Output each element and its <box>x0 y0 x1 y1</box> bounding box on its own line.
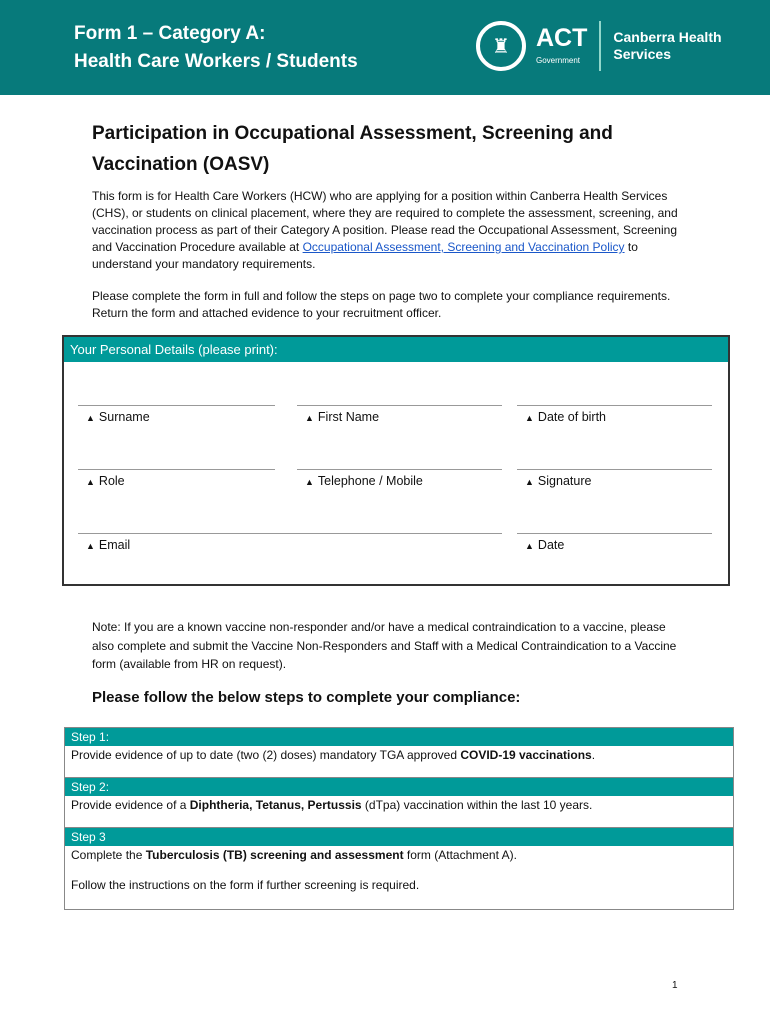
caret-up-icon: ▲ <box>86 477 95 487</box>
intro-text-after: to understand your mandatory requirements. <box>92 240 638 271</box>
caret-up-icon: ▲ <box>525 541 534 551</box>
step-3-label: Step 3 <box>65 828 733 846</box>
step-text: Provide evidence of up to date (two (2) doses) mandatory TGA approved <box>71 748 461 762</box>
page-number: 1 <box>672 980 678 991</box>
form-title-line2: Health Care Workers / Students <box>74 51 358 72</box>
role-field[interactable] <box>78 469 275 488</box>
form-title-line1: Form 1 – Category A: <box>74 23 266 44</box>
step-text: Complete the <box>71 848 146 862</box>
caret-up-icon: ▲ <box>86 413 95 423</box>
field-label: Role <box>98 474 125 488</box>
first-name-field[interactable] <box>297 405 502 424</box>
act-government-logo <box>476 21 722 71</box>
step-3-text <box>65 846 733 909</box>
intro-text: This form is for Health Care Workers (HCW) who are applying for a position within Canberra Health Services (CHS), or students on clinical placement, where they are required to complete the assessment, screening, and vaccination process as part of their Category A position. Please read the Occupational Assessment, Screening and Vaccination Procedure available at <box>92 189 678 254</box>
field-label: Telephone / Mobile <box>317 474 423 488</box>
caret-up-icon: ▲ <box>305 477 314 487</box>
step-text: (dTpa) vaccination within the last 10 years. <box>361 798 593 812</box>
telephone-field[interactable] <box>297 469 502 488</box>
steps-table <box>64 727 734 910</box>
step-text: . <box>591 748 596 762</box>
steps-heading: Please follow the below steps to complete your compliance: <box>92 689 521 706</box>
personal-details-box <box>62 335 730 586</box>
step-bold: COVID-19 vaccinations <box>460 748 592 762</box>
surname-field[interactable] <box>78 405 275 424</box>
step-2-label: Step 2: <box>65 778 733 796</box>
logo-divider <box>599 21 601 71</box>
step-1-text <box>65 746 733 778</box>
step-1-label: Step 1: <box>65 728 733 746</box>
step-text: form (Attachment A). <box>403 848 517 862</box>
logo-act: ACT <box>536 23 588 52</box>
field-label: Surname <box>98 410 150 424</box>
logo-chs-line2: Services <box>613 46 671 62</box>
intro-paragraph <box>92 188 682 273</box>
caret-up-icon: ▲ <box>525 413 534 423</box>
date-of-birth-field[interactable] <box>517 405 712 424</box>
logo-chs-line1: Canberra Health <box>613 29 722 45</box>
coat-of-arms-icon: ♜ <box>476 21 526 71</box>
personal-details-header: Your Personal Details (please print): <box>64 337 728 362</box>
field-label: Email <box>98 538 131 552</box>
step-text: Provide evidence of a <box>71 798 190 812</box>
note-paragraph: Note: If you are a known vaccine non-responder and/or have a medical contraindication to a vaccine, please also complete and submit the Vaccine Non-Responders and Staff with a Medical Contraindication to a Vaccine form (available from HR on request). <box>92 620 677 671</box>
caret-up-icon: ▲ <box>86 541 95 551</box>
field-label: First Name <box>317 410 380 424</box>
field-label: Date <box>537 538 565 552</box>
step-3-extra: Follow the instructions on the form if further screening is required. <box>71 878 420 892</box>
step-bold: Diphtheria, Tetanus, Pertussis <box>189 798 362 812</box>
page-heading: Participation in Occupational Assessment, Screening and Vaccination (OASV) <box>92 123 613 175</box>
step-bold: Tuberculosis (TB) screening and assessment <box>145 848 404 862</box>
logo-government: Government <box>536 55 581 65</box>
caret-up-icon: ▲ <box>305 413 314 423</box>
step-2-text <box>65 796 733 828</box>
oasv-policy-link[interactable]: Occupational Assessment, Screening and Vaccination Policy <box>302 240 625 254</box>
form-title <box>74 20 358 76</box>
email-field[interactable] <box>78 533 502 552</box>
field-label: Date of birth <box>537 410 607 424</box>
instructions-paragraph: Please complete the form in full and follow the steps on page two to complete your compliance requirements. Return the form and attached evidence to your recruitment officer. <box>92 289 671 320</box>
header-band <box>0 0 770 95</box>
date-field[interactable] <box>517 533 712 552</box>
caret-up-icon: ▲ <box>525 477 534 487</box>
field-label: Signature <box>537 474 592 488</box>
signature-field[interactable] <box>517 469 712 488</box>
